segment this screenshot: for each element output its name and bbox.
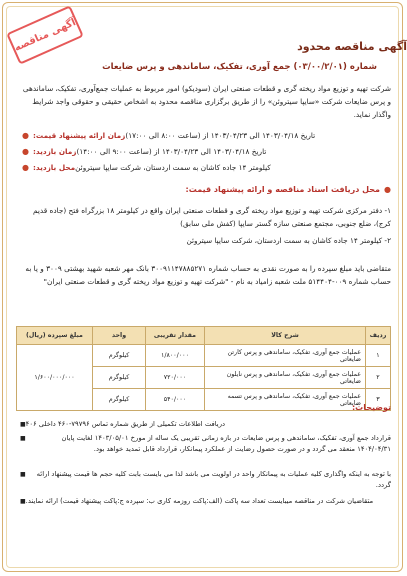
intro-paragraph: شرکت تهیه و توزیع مواد ریخته گری و قطعات صنعتی ایران (سودیکو) امور مربوط به عملیات جمع‌آوری، تفکیک، ساماندهی و پرس ضایعات شرکت «سایپا سیتروئن» را از طریق برگزاری مناقصه محدود به اشخاص حقیقی و حقوقی واجد شرایط واگذار نماید. bbox=[22, 84, 391, 119]
column-header: مقدار تقریبی bbox=[146, 327, 205, 345]
item-description: عملیات جمع آوری، تفکیک، ساماندهی و پرس نایلون ضایعاتی bbox=[205, 367, 366, 389]
tender-stamp: آگهی مناقصه bbox=[6, 5, 84, 65]
schedule-text: کیلومتر ۱۴ جاده کاشان به سمت اردستان، شرکت سایپا سیتروئن bbox=[75, 163, 271, 172]
item-quantity: ۱/۸۰۰/۰۰۰ bbox=[146, 345, 205, 367]
item-unit: کیلوگرم bbox=[93, 389, 146, 411]
deposit-amount: ۱/۶۰۰/۰۰۰/۰۰۰ bbox=[17, 345, 93, 411]
bullet-icon: ● bbox=[22, 163, 29, 172]
schedule-label: محل بازدید: bbox=[32, 163, 76, 172]
receipt-item: ۲- کیلومتر ۱۴ جاده کاشان به سمت اردستان، شرکت سایپا سیتروئن bbox=[186, 236, 391, 245]
bullet-icon: ● bbox=[22, 147, 29, 156]
column-header: ردیف bbox=[366, 327, 391, 345]
note-item bbox=[16, 469, 391, 491]
note-text: قرارداد جمع آوری، تفکیک، ساماندهی و پرس ضایعات در بازه زمانی تقریبی یک ساله از مورخ ۱۴۰۳/۰۵/۰۱ لغایت پایان ۱۴۰۴/۰۴/۳۱ منعقد می گردد و در صورت حصول رضایت از عملکرد پیمانکار، قرارداد قابل تمدید خواهد بود. bbox=[61, 434, 391, 453]
note-text: دریافت اطلاعات تکمیلی از طریق شماره تماس ۷۹۷۹۶-۴۶۰ داخلی ۴۰۶ bbox=[25, 420, 226, 428]
square-bullet-icon: ■ bbox=[20, 421, 26, 428]
item-unit: کیلوگرم bbox=[93, 367, 146, 389]
schedule-label: زمان ارائه پیشنهاد قیمت: bbox=[32, 131, 126, 140]
table-row bbox=[17, 345, 391, 367]
square-bullet-icon: ■ bbox=[20, 471, 26, 478]
bullet-icon: ● bbox=[384, 185, 391, 194]
item-description: عملیات جمع آوری، تفکیک، ساماندهی و پرس تسمه ضایعاتی bbox=[205, 389, 366, 411]
column-header: مبلغ سپرده (ریال) bbox=[17, 327, 93, 345]
row-number: ۱ bbox=[366, 345, 391, 367]
page-title: آگهی مناقصه محدود bbox=[297, 40, 407, 53]
schedule-item bbox=[18, 146, 391, 158]
square-bullet-icon: ■ bbox=[20, 435, 26, 442]
receipt-item: ۱- دفتر مرکزی شرکت تهیه و توزیع مواد ریخته گری و قطعات صنعتی ایران واقع در کیلومتر ۱۸ بزرگراه فتح (جاده قدیم کرج)، ضلع جنوبی، مجتمع صنعتی سازه گستر سایپا (کفش ملی سابق) bbox=[33, 206, 391, 228]
item-unit: کیلوگرم bbox=[93, 345, 146, 367]
receipt-heading bbox=[186, 185, 391, 194]
schedule-item bbox=[18, 162, 391, 174]
column-header: شرح کالا bbox=[205, 327, 366, 345]
schedule-text: تاریخ ۱۴۰۳/۰۴/۱۸ الی ۱۴۰۳/۰۴/۲۳ از (ساعت ۹:۰۰ الی ۱۴:۰۰) bbox=[76, 147, 267, 156]
items-table bbox=[16, 326, 391, 411]
note-item bbox=[16, 433, 391, 455]
notes-heading: توضیحات: bbox=[351, 403, 391, 412]
note-text: متقاضیان شرکت در مناقصه میبایست تعداد سه پاکت (الف:پاکت روزمه کاری ب: سپرده ج:پاکت پیشنهاد قیمت) ارائه نمایند. bbox=[25, 497, 374, 505]
deposit-paragraph: متقاضی باید مبلغ سپرده را به صورت نقدی به حساب شماره ۳۰۰۹۱۱۴۷۸۸۵۲۷۱ بانک مهر شعبه شهید بهشتی ۳۰۰۹ و یا به حساب شماره ۰۰۹-۵۱۴۴۰۴ ملت شعبه زامیاد به نام - "شرکت تهیه و توزیع مواد ریخته گری و قطعات صنعتی ایران" bbox=[25, 264, 391, 286]
row-number: ۲ bbox=[366, 367, 391, 389]
item-quantity: ۷۲۰/۰۰۰ bbox=[146, 367, 205, 389]
note-item bbox=[16, 496, 391, 507]
schedule-label: زمان بازدید: bbox=[32, 147, 77, 156]
schedule-text: تاریخ ۱۴۰۳/۰۴/۱۸ الی ۱۴۰۳/۰۴/۲۳ از (ساعت ۸:۰۰ الی ۱۷:۰۰) bbox=[125, 131, 316, 140]
schedule-item bbox=[18, 130, 391, 142]
table-header-row bbox=[17, 327, 391, 345]
note-text: با توجه به اینکه واگذاری کلیه عملیات به پیمانکار واحد در اولویت می باشد لذا می بایست بابت کلیه حجم ها قیمت پیشنهاد ارائه گردد. bbox=[36, 470, 391, 489]
bullet-icon: ● bbox=[22, 131, 29, 140]
receipt-heading-text: محل دریافت اسناد مناقصه و ارائه پیشنهاد قیمت: bbox=[185, 185, 381, 194]
item-description: عملیات جمع آوری، تفکیک، ساماندهی و پرس کارتن ضایعاتی bbox=[205, 345, 366, 367]
page-subtitle: شماره (۰۳/۰۰/۲/۰۱) جمع آوری، تفکیک، ساماندهی و پرس ضایعات bbox=[102, 62, 377, 72]
note-item bbox=[16, 419, 391, 430]
item-quantity: ۵۴۰/۰۰۰ bbox=[146, 389, 205, 411]
row-number: ۳ bbox=[366, 389, 391, 411]
square-bullet-icon: ■ bbox=[20, 498, 26, 505]
column-header: واحد bbox=[93, 327, 146, 345]
